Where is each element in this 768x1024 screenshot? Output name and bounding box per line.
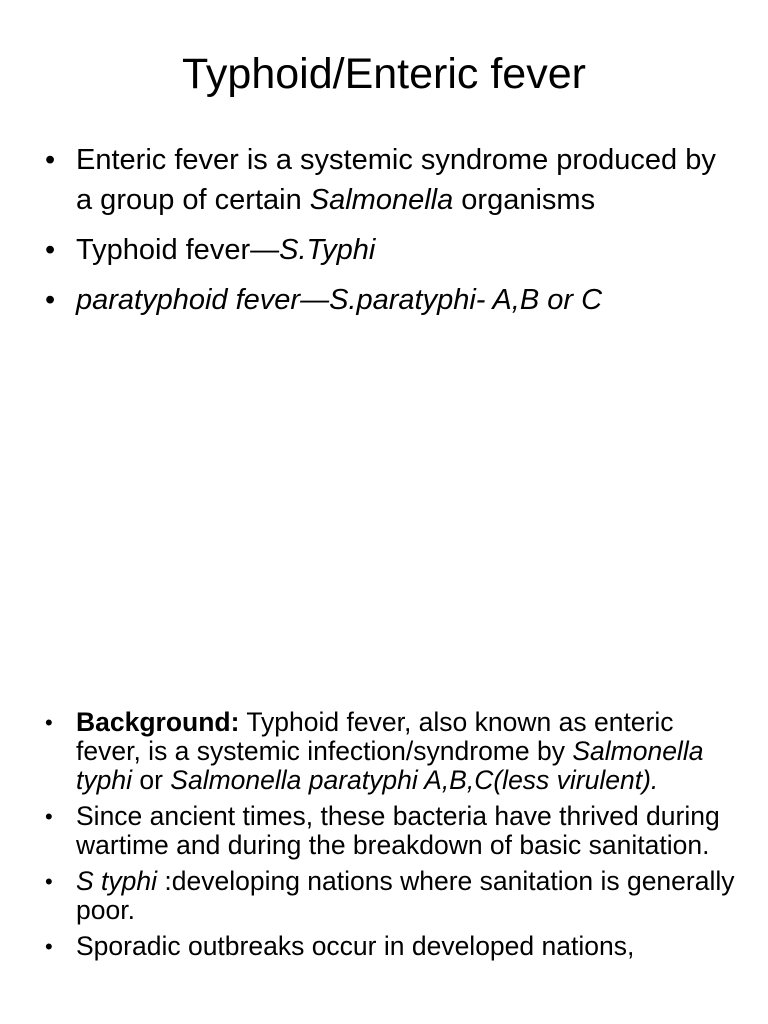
bullet-italic-text: Salmonella (309, 184, 454, 216)
bullet-italic-text: Salmonella typhi (76, 736, 704, 795)
bullet-text: or (131, 765, 171, 795)
slide-title: Typhoid/Enteric fever (182, 50, 586, 98)
bullet-marker: • (45, 804, 53, 829)
bullet-text: Typhoid fever, also known as enteric fever, is a systemic infection/syndrome by (76, 707, 674, 766)
bullet-marker: • (45, 710, 53, 735)
bullet-item (45, 230, 735, 270)
bullet-text: :developing nations where sanitation is generally poor. (76, 866, 735, 925)
bullet-text: Since ancient times, these bacteria have thrived during wartime and during the breakdown of basic sanitation. (76, 801, 720, 860)
bullet-item (45, 867, 745, 925)
bullet-marker: • (45, 869, 53, 894)
bullet-text: Enteric fever is a systemic syndrome produced by a group of certain (76, 144, 716, 216)
bullet-italic-text: Salmonella paratyphi A,B,C(less virulent). (170, 765, 659, 795)
bullet-item (45, 140, 735, 220)
slide-2 (0, 680, 768, 1024)
bullet-text: organisms (453, 184, 596, 216)
bullet-item (45, 802, 745, 860)
bullet-text: Sporadic outbreaks occur in developed nations, (76, 931, 635, 961)
bullet-bold-label: Background: (76, 707, 240, 737)
bullet-marker: • (45, 144, 56, 176)
bullet-marker: • (45, 284, 56, 316)
bullet-item (45, 932, 745, 961)
slide-2-bullet-list (45, 708, 745, 968)
bullet-italic-text: S.Typhi (279, 234, 376, 266)
slide-1-bullet-list (45, 140, 735, 330)
bullet-marker: • (45, 234, 56, 266)
bullet-italic-text: paratyphoid fever—S.paratyphi- A,B or C (76, 284, 603, 316)
bullet-text: Typhoid fever— (76, 234, 280, 266)
bullet-italic-text: S typhi (76, 866, 158, 896)
bullet-marker: • (45, 934, 53, 959)
bullet-item (45, 280, 735, 320)
bullet-item (45, 708, 745, 795)
